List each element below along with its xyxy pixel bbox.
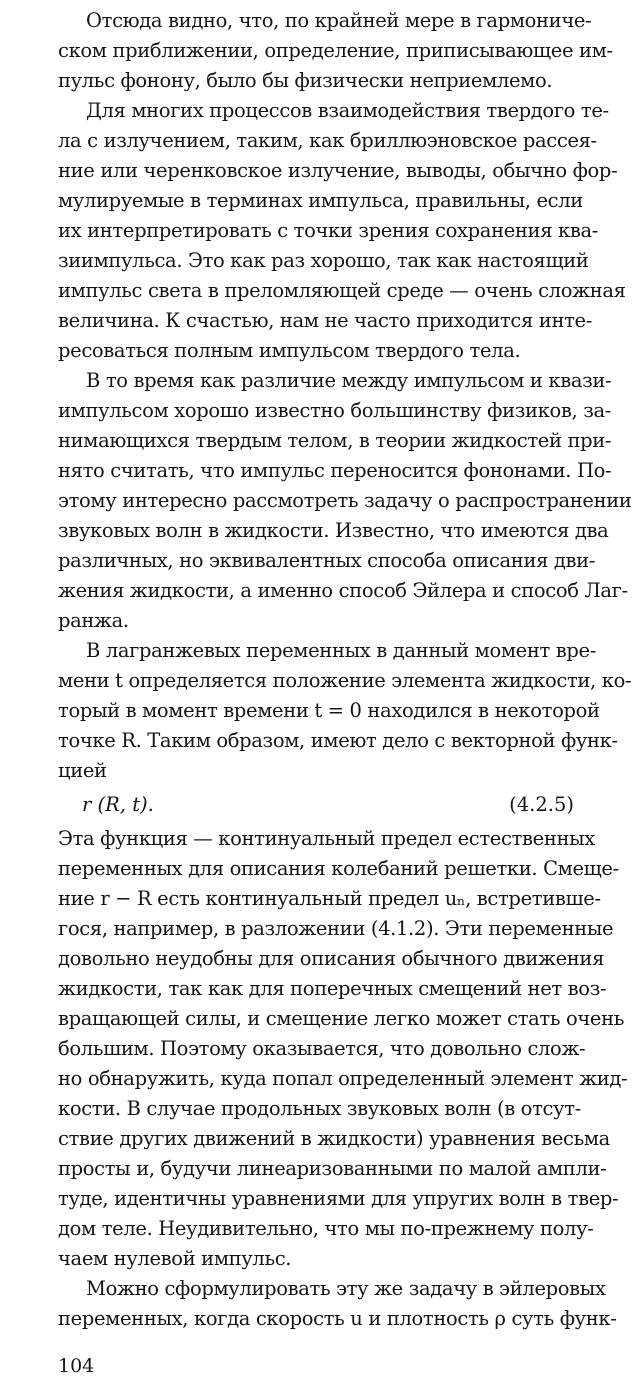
text-line: туде, идентичны уравнениями для упругих волн в твер- [58,1187,619,1210]
text-line: пульс фонону, было бы физически неприемлемо. [58,69,553,92]
text-line: импульс света в преломляющей среде — очень сложная [58,279,626,302]
text-line: В лагранжевых переменных в данный момент вре- [86,639,596,662]
equation-formula: r (R, t). [82,793,154,816]
text-line: В то время как различие между импульсом и квази- [86,369,612,392]
text-line: импульсом хорошо известно большинству физиков, за- [58,399,611,422]
text-line: различных, но эквивалентных способа описания дви- [58,549,596,572]
text-line: ранжа. [58,609,129,632]
text-line: переменных, когда скорость u и плотность ρ суть функ- [58,1307,617,1330]
text-line: цией [58,759,107,782]
text-line: Можно сформулировать эту же задачу в эйлеровых [86,1277,606,1300]
text-line: мени t определяется положение элемента жидкости, ко- [58,669,632,692]
text-line: ствие других движений в жидкости) уравнения весьма [58,1127,610,1150]
equation [82,790,574,820]
text-line: Отсюда видно, что, по крайней мере в гармониче- [86,9,592,32]
equation-number: (4.2.5) [509,793,574,816]
text-line: жения жидкости, а именно способ Эйлера и способ Лаг- [58,579,628,602]
text-line: Для многих процессов взаимодействия твердого те- [86,99,609,122]
text-line: зиимпульса. Это как раз хорошо, так как настоящий [58,249,589,272]
text-line: звуковых волн в жидкости. Известно, что имеются два [58,519,609,542]
text-line: точке R. Таким образом, имеют дело с векторной функ- [58,729,618,752]
text-line: мулируемые в терминах импульса, правильны, если [58,189,583,212]
text-line: жидкости, так как для поперечных смещений нет воз- [58,977,607,1000]
text-line: просты и, будучи линеаризованными по малой ампли- [58,1157,607,1180]
text-line: нимающихся твердым телом, в теории жидкостей при- [58,429,612,452]
text-line: большим. Поэтому оказывается, что довольно слож- [58,1037,586,1060]
text-line: их интерпретировать с точки зрения сохранения ква- [58,219,598,242]
text-line: нято считать, что импульс переносится фононами. По- [58,459,612,482]
text-line: ском приближении, определение, приписывающее им- [58,39,613,62]
text-line: кости. В случае продольных звуковых волн (в отсут- [58,1097,581,1120]
text-line: этому интересно рассмотреть задачу о распространении [58,489,632,512]
text-line: ние r − R есть континуальный предел uₙ, встретивше- [58,887,601,910]
text-line: торый в момент времени t = 0 находился в некоторой [58,699,600,722]
text-line: довольно неудобны для описания обычного движения [58,947,605,970]
text-line: гося, например, в разложении (4.1.2). Эти переменные [58,917,614,940]
text-line: чаем нулевой импульс. [58,1247,292,1270]
text-line: переменных для описания колебаний решетки. Смеще- [58,857,619,880]
text-line: но обнаружить, куда попал определенный элемент жид- [58,1067,628,1090]
text-line: ние или черенковское излучение, выводы, обычно фор- [58,159,618,182]
text-line: величина. К счастью, нам не часто приходится инте- [58,309,592,332]
text-line: ресоваться полным импульсом твердого тела. [58,339,521,362]
text-line: ла с излучением, таким, как бриллюэновское рассея- [58,129,597,152]
page-number: 104 [58,1355,95,1377]
text-line: дом теле. Неудивительно, что мы по-прежнему полу- [58,1217,594,1240]
text-line: вращающей силы, и смещение легко может стать очень [58,1007,624,1030]
text-line: Эта функция — континуальный предел естественных [58,827,595,850]
